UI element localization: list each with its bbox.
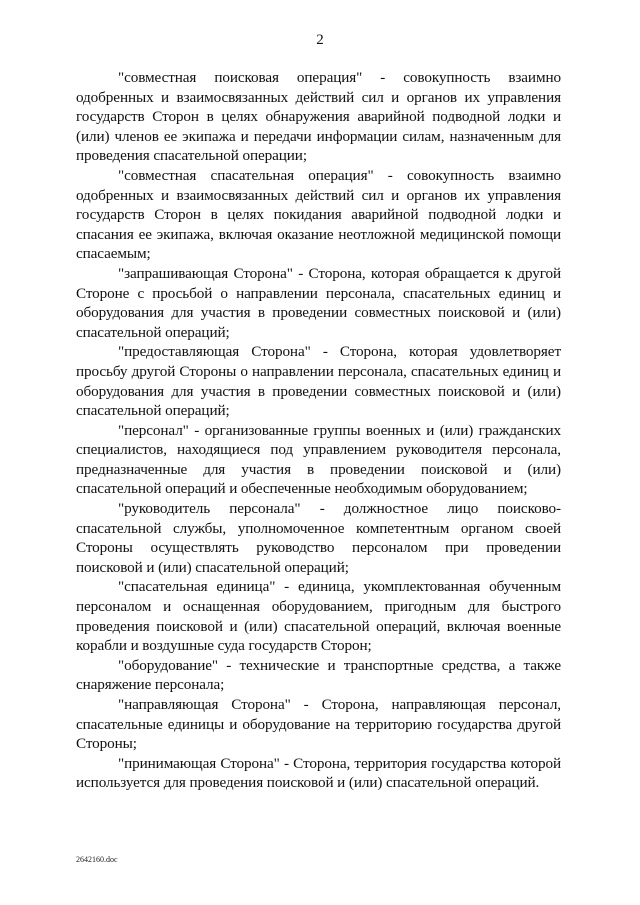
document-body bbox=[76, 68, 561, 793]
definition-paragraph: "спасательная единица" - единица, укомплектованная обученным персоналом и оснащенная оборудованием, пригодным для быстрого проведения поисковой и (или) спасательной операций, включая военные корабли и воздушные суда государств Сторон; bbox=[76, 578, 561, 655]
definition-paragraph: "оборудование" - технические и транспортные средства, а также снаряжение персонала; bbox=[76, 656, 561, 694]
definition-paragraph: "персонал" - организованные группы военных и (или) гражданских специалистов, находящиеся под управлением руководителя персонала, предназначенные для участия в проведении поисковой и (или) спасательной операций и обеспеченные необходимым оборудованием; bbox=[76, 421, 561, 498]
definition-paragraph: "руководитель персонала" - должностное лицо поисково-спасательной службы, уполномоченное компетентным органом своей Стороны осуществлять руководство персоналом при проведении поисковой и (или) спасательной операций; bbox=[76, 500, 561, 576]
page-number: 2 bbox=[316, 32, 324, 48]
definition-paragraph: "принимающая Сторона" - Сторона, территория государства которой используется для проведения поисковой и (или) спасательной операций. bbox=[76, 754, 561, 792]
definition-paragraph: "направляющая Сторона" - Сторона, направляющая персонал, спасательные единицы и оборудование на территорию государства другой Стороны; bbox=[76, 696, 561, 753]
footer-filename: 2642160.doc bbox=[76, 855, 118, 864]
definition-paragraph: "совместная спасательная операция" - совокупность взаимно одобренных и взаимосвязанных действий сил и органов их управления государств Сторон в целях покидания аварийной подводной лодки и спасания ее экипажа, включая оказание неотложной медицинской помощи спасаемым; bbox=[76, 166, 561, 263]
definition-paragraph: "совместная поисковая операция" - совокупность взаимно одобренных и взаимосвязанных действий сил и органов их управления государств Сторон в целях обнаружения аварийной подводной лодки и (или) членов ее экипажа и передачи информации силам, назначенным для проведения спасательной операции; bbox=[76, 69, 561, 165]
definition-paragraph: "предоставляющая Сторона" - Сторона, которая удовлетворяет просьбу другой Стороны о направлении персонала, спасательных единиц и оборудования для участия в проведении совместных поисковой и (или) спасательной операций; bbox=[76, 343, 561, 420]
definition-paragraph: "запрашивающая Сторона" - Сторона, которая обращается к другой Стороне с просьбой о направлении персонала, спасательных единиц и оборудования для участия в проведении совместных поисковой и (или) спасательной операций; bbox=[76, 264, 561, 341]
